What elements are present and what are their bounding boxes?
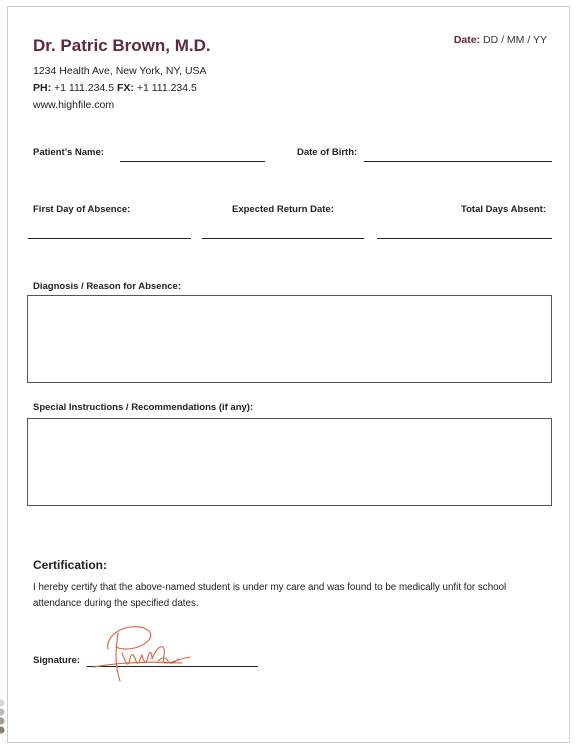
date-field xyxy=(454,34,547,46)
diagnosis-box[interactable] xyxy=(27,295,552,383)
phone-label: PH: xyxy=(33,82,52,94)
total-days-line[interactable] xyxy=(377,238,552,239)
certification-title: Certification: xyxy=(33,558,108,572)
phone-number: +1 111.234.5 xyxy=(54,82,115,94)
edge-marks-icon xyxy=(0,698,6,734)
dob-label: Date of Birth: xyxy=(297,147,358,158)
date-value[interactable]: DD / MM / YY xyxy=(483,34,547,46)
website: www.highfile.com xyxy=(33,99,115,111)
doctor-name: Dr. Patric Brown, M.D. xyxy=(33,36,211,55)
instructions-box[interactable] xyxy=(27,418,552,506)
fax-label: FX: xyxy=(116,82,134,94)
contact-line xyxy=(33,82,197,94)
first-day-line[interactable] xyxy=(28,238,191,239)
fax-number: +1 111.234.5 xyxy=(136,82,197,94)
instructions-label: Special Instructions / Recommendations (if any): xyxy=(33,402,254,413)
patient-name-line[interactable] xyxy=(120,161,265,162)
dob-line[interactable] xyxy=(364,161,552,162)
patient-name-label: Patient’s Name: xyxy=(33,147,104,158)
date-label: Date: xyxy=(453,34,481,46)
signature-icon xyxy=(86,619,196,689)
first-day-label: First Day of Absence: xyxy=(33,204,131,215)
return-date-label: Expected Return Date: xyxy=(232,204,334,215)
note-page xyxy=(7,6,570,743)
certification-text: I hereby certify that the above-named student is under my care and was found to be medically unfit for school attendance during the specified dates. xyxy=(33,582,507,609)
total-days-label: Total Days Absent: xyxy=(461,204,546,215)
address: 1234 Health Ave, New York, NY, USA xyxy=(33,65,207,77)
diagnosis-label: Diagnosis / Reason for Absence: xyxy=(33,281,181,292)
return-date-line[interactable] xyxy=(202,238,364,239)
signature-label: Signature: xyxy=(33,655,80,666)
